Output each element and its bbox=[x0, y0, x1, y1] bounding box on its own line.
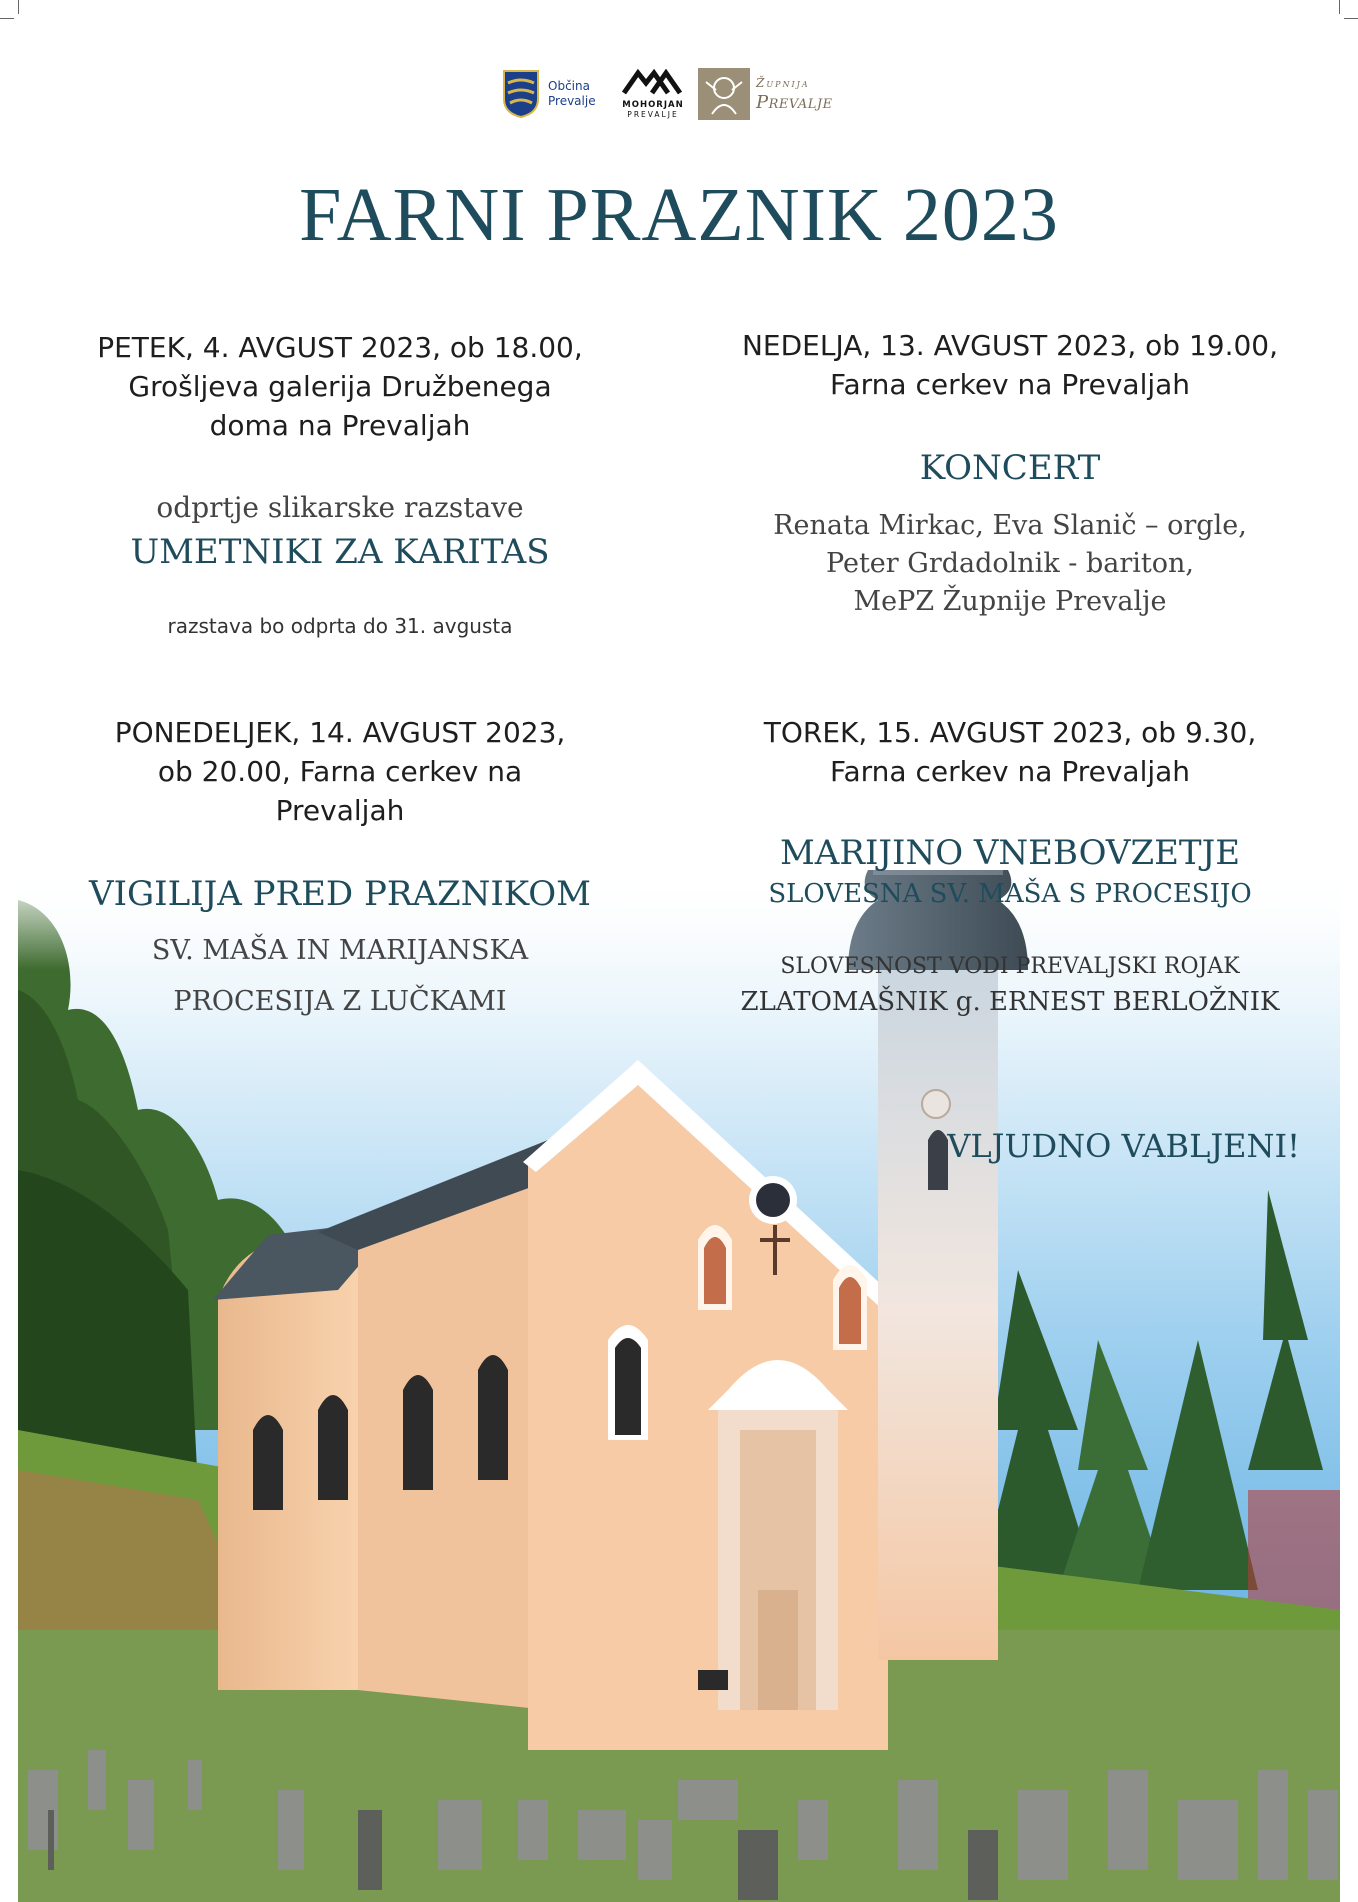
event-friday-intro: odprtje slikarske razstave bbox=[156, 491, 524, 524]
crop-mark-top-left-v bbox=[18, 0, 19, 14]
event-friday-line: PETEK, 4. AVGUST 2023, ob 18.00, bbox=[97, 331, 583, 364]
performer-line: Renata Mirkac, Eva Slanič – orgle, bbox=[773, 510, 1247, 541]
event-tuesday-line: Farna cerkev na Prevaljah bbox=[829, 755, 1191, 788]
mohorjan-name: MOHORJAN bbox=[622, 100, 684, 110]
event-monday-details bbox=[40, 925, 640, 1027]
event-sunday-header bbox=[705, 326, 1315, 404]
event-friday-line: doma na Prevaljah bbox=[209, 409, 471, 442]
event-sunday-line: NEDELJA, 13. AVGUST 2023, ob 19.00, bbox=[741, 329, 1279, 362]
event-tuesday-detail: ZLATOMAŠNIK g. ERNEST BERLOŽNIK bbox=[740, 987, 1280, 1017]
logo-bar bbox=[502, 66, 862, 122]
coat-of-arms-icon bbox=[502, 69, 540, 119]
performer-line: Peter Grdadolnik - bariton, bbox=[826, 548, 1194, 579]
event-friday-note: razstava bo odprta do 31. avgusta bbox=[167, 614, 513, 638]
zupnija-line2: Prevalje bbox=[756, 92, 833, 113]
event-friday-headline: UMETNIKI ZA KARITAS bbox=[130, 532, 550, 572]
mohorjan-sub: PREVALJE bbox=[627, 110, 679, 119]
event-monday-line: Prevaljah bbox=[275, 794, 405, 827]
event-monday-detail: SV. MAŠA IN MARIJANSKA bbox=[151, 935, 529, 966]
zupnija-line1: Župnija bbox=[756, 76, 810, 90]
mohorjan-logo bbox=[616, 69, 690, 121]
event-monday-line: PONEDELJEK, 14. AVGUST 2023, bbox=[114, 716, 566, 749]
event-monday-line: ob 20.00, Farna cerkev na bbox=[157, 755, 523, 788]
crop-mark-top-left-h bbox=[0, 18, 14, 19]
obcina-line2: Prevalje bbox=[548, 94, 596, 108]
event-sunday-line: Farna cerkev na Prevaljah bbox=[829, 368, 1191, 401]
obcina-prevalje-logo bbox=[502, 69, 600, 121]
event-tuesday-line: TOREK, 15. AVGUST 2023, ob 9.30, bbox=[763, 716, 1257, 749]
event-tuesday-details bbox=[705, 950, 1315, 1020]
event-tuesday-header bbox=[705, 713, 1315, 791]
event-tuesday-headline: MARIJINO VNEBOVZETJE bbox=[779, 833, 1241, 873]
event-monday-headline: VIGILIJA PRED PRAZNIKOM bbox=[89, 874, 591, 914]
event-monday-detail: PROCESIJA Z LUČKAMI bbox=[173, 986, 507, 1017]
page-title: FARNI PRAZNIK 2023 bbox=[299, 173, 1059, 257]
event-sunday-headline: KONCERT bbox=[919, 448, 1101, 488]
event-tuesday-detail: SLOVESNOST VODI PREVALJSKI ROJAK bbox=[780, 954, 1240, 979]
crop-mark-top-right-v bbox=[1339, 0, 1340, 14]
zupnija-prevalje-logo bbox=[698, 68, 868, 122]
obcina-line1: Občina bbox=[548, 79, 590, 93]
performer-line: MePZ Župnije Prevalje bbox=[853, 586, 1167, 617]
mohorjan-m-icon bbox=[622, 69, 684, 95]
invitation-text: VLJUDNO VABLJENI! bbox=[947, 1127, 1300, 1165]
event-sunday-performers bbox=[705, 507, 1315, 621]
event-tuesday-subheadline: SLOVESNA SV. MAŠA S PROCESIJO bbox=[768, 879, 1252, 909]
event-friday-header bbox=[40, 328, 640, 445]
event-friday-line: Grošljeva galerija Družbenega bbox=[128, 370, 552, 403]
event-monday-header bbox=[40, 713, 640, 830]
zupnija-emblem-icon bbox=[698, 68, 750, 120]
crop-mark-top-right-h bbox=[1344, 18, 1358, 19]
